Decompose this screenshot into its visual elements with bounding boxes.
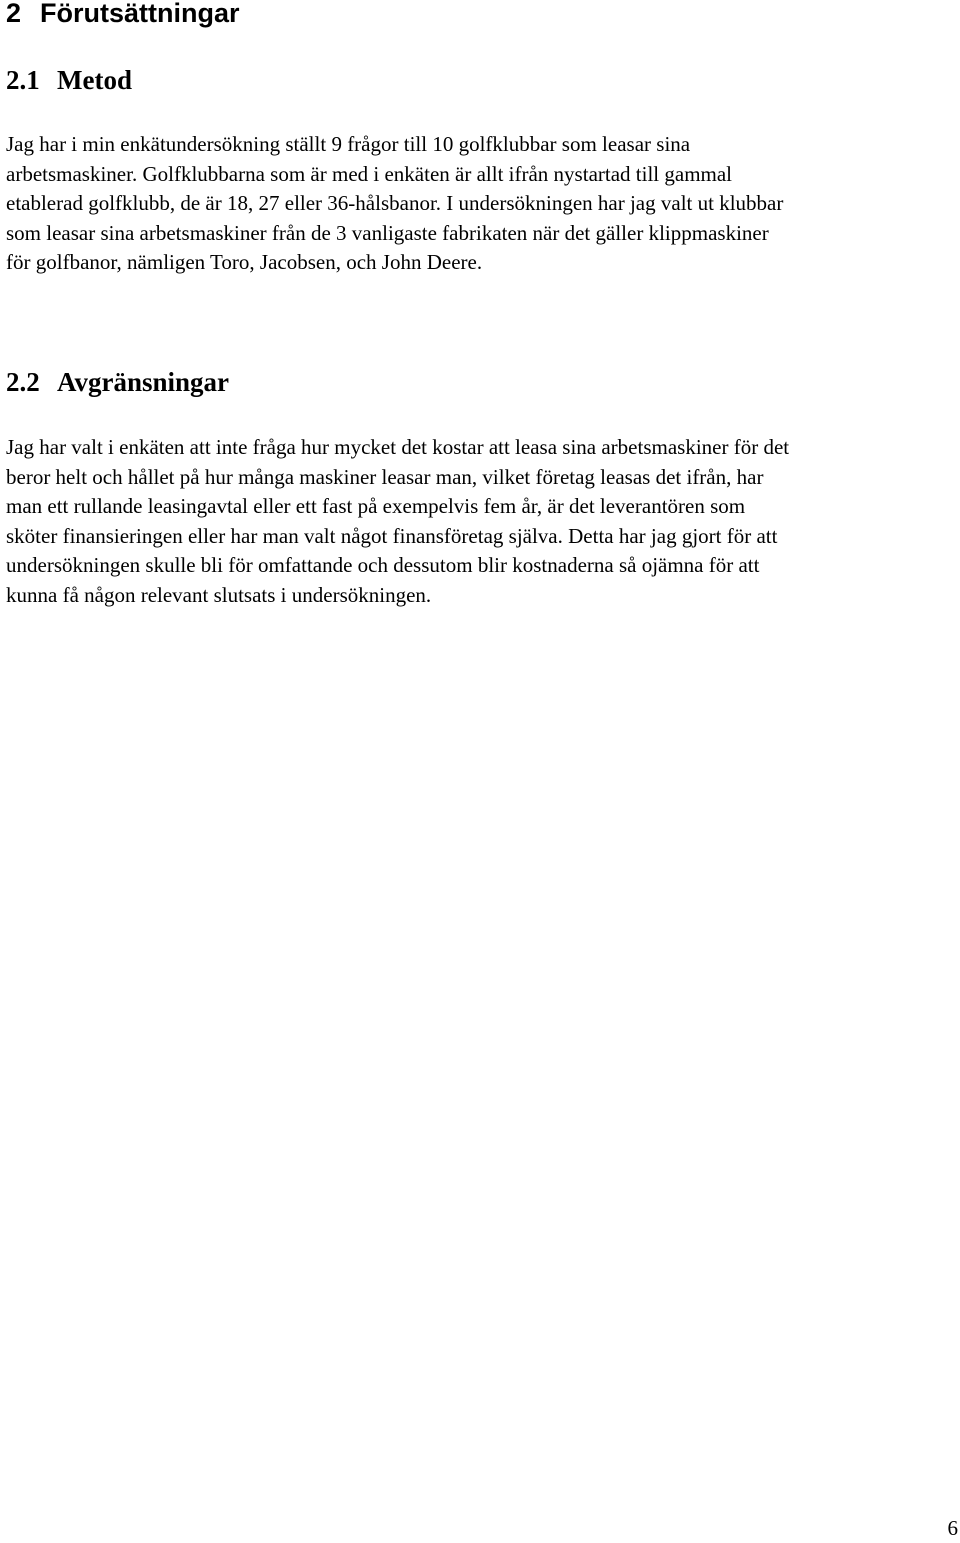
paragraph-avgransningar	[6, 433, 956, 610]
text-line: Jag har i min enkätundersökning ställt 9 frågor till 10 golfklubbar som leasar sina	[6, 132, 691, 156]
page-number: 6	[947, 1516, 958, 1540]
section-heading	[6, 0, 240, 32]
subsection-number: 2.1	[6, 65, 40, 95]
text-line: för golfbanor, nämligen Toro, Jacobsen, och John Deere.	[6, 250, 483, 274]
subsection-title: Avgränsningar	[57, 367, 230, 397]
subsection-heading-avgransningar	[6, 364, 229, 400]
text-line: man ett rullande leasingavtal eller ett fast på exempelvis fem år, är det leverantören som	[6, 494, 746, 518]
text-line: sköter finansieringen eller har man valt något finansföretag själva. Detta har jag gjort för att	[6, 523, 778, 548]
text-line: som leasar sina arbetsmaskiner från de 3 vanligaste fabrikaten när det gäller klippmaskiner	[6, 220, 769, 245]
subsection-number: 2.2	[6, 367, 40, 397]
text-line: etablerad golfklubb, de är 18, 27 eller 36-hålsbanor. I undersökningen har jag valt ut klubbar	[6, 191, 784, 215]
text-line: arbetsmaskiner. Golfklubbarna som är med i enkäten är allt ifrån nystartad till gammal	[6, 161, 733, 186]
subsection-title: Metod	[57, 65, 132, 95]
text-line: Jag har valt i enkäten att inte fråga hur mycket det kostar att leasa sina arbetsmaskiner för det	[6, 435, 790, 459]
section-number: 2	[6, 0, 22, 28]
text-line: beror helt och hållet på hur många maskiner leasar man, vilket företag leasas det ifrån, har	[6, 464, 764, 489]
paragraph-metod	[6, 130, 956, 278]
subsection-heading-metod	[6, 62, 132, 98]
text-line: kunna få någon relevant slutsats i undersökningen.	[6, 582, 432, 607]
text-line: undersökningen skulle bli för omfattande och dessutom blir kostnaderna så ojämna för att	[6, 553, 760, 577]
section-title: Förutsättningar	[40, 0, 240, 28]
